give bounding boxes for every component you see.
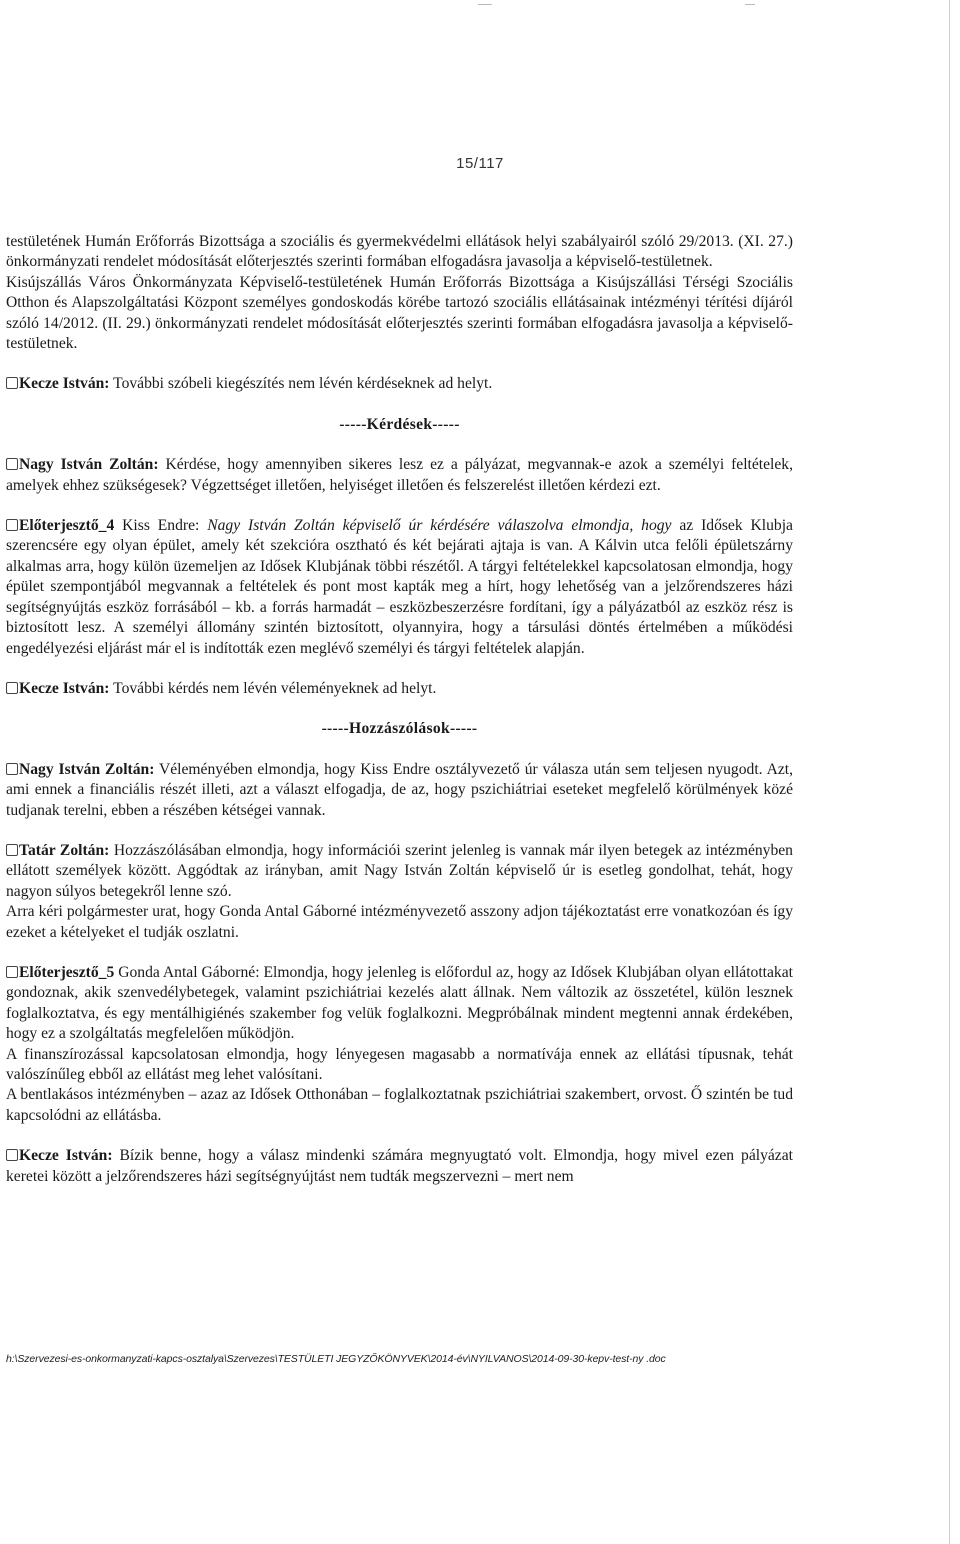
speaker-text: Hozzászólásában elmondja, hogy információi szerint jelenleg is vannak már ilyen betegek az intézményben ellátott személyek között. Aggódtak az irányban, amit Nagy István Zoltán képviselő úr is esetleg gondolhat, tehát, hogy nagyon súlyos betegekről lenne szó. <box>6 841 793 900</box>
checkbox-marker-icon <box>6 682 18 694</box>
speaker-paragraph <box>6 1146 793 1187</box>
checkbox-marker-icon <box>6 519 18 531</box>
scan-mark <box>745 4 755 5</box>
page-number: 15/117 <box>456 155 504 172</box>
checkbox-marker-icon <box>6 844 18 856</box>
paragraph: Kisújszállás Város Önkormányzata Képviselő-testületének Humán Erőforrás Bizottsága a Kisújszállási Térségi Szociális Otthon és Alapszolgáltatási Központ személyes gondoskodás körébe tartozó szociális ellátásainak intézményi térítési díjáról szóló 14/2012. (II. 29.) önkormányzati rendelet módosítását előterjesztés szerinti formában elfogadásra javasolja a képviselő-testületnek. <box>6 273 793 353</box>
checkbox-marker-icon <box>6 966 18 978</box>
speaker-name: Kecze István: <box>19 1147 113 1165</box>
paragraph: testületének Humán Erőforrás Bizottsága a szociális és gyermekvédelmi ellátások helyi szabályairól szóló 29/2013. (XI. 27.) önkormányzati rendelet módosítását előterjesztés szerinti formában elfogadásra javasolja a képviselő-testületnek. <box>6 233 793 271</box>
speaker-name: Kecze István: <box>19 679 110 697</box>
speaker-text: Gonda Antal Gáborné: Elmondja, hogy jelenleg is előfordul az, hogy az Idősek Klubjában olyan ellátottakat gondoznak, akik szenvedélybetegek, valamint pszichiátriai kezelés alatt állnak. Nem változik az összetétel, külön lesznek foglalkoztatva, és egy mentálhigiénés szakember fog velük foglalkozni. Megpróbálnak mindent megtenni annak érdekében, hogy ez a szolgáltatás megfelelően működjön. <box>6 963 793 1043</box>
checkbox-marker-icon <box>6 458 18 470</box>
checkbox-marker-icon <box>6 377 18 389</box>
speaker-text: Bízik benne, hogy a válasz mindenki számára megnyugtató volt. Elmondja, hogy mivel ezen pályázat keretei között a jelzőrendszeres házi segítségnyújtást nem tudták megszervezni – mert nem <box>6 1147 793 1185</box>
speaker-name: Előterjesztő_5 <box>19 963 115 981</box>
right-margin-line <box>949 0 950 1544</box>
paragraph: Arra kéri polgármester urat, hogy Gonda Antal Gáborné intézményvezető asszony adjon tájékoztatást erre vonatkozóan és így ezeket a kételyeket el tudják oszlatni. <box>6 903 793 941</box>
speaker-text: További kérdés nem lévén véleményeknek ad helyt. <box>109 679 437 697</box>
speaker-name: Nagy István Zoltán: <box>19 760 155 778</box>
speaker-subname: Kiss Endre: <box>114 517 208 535</box>
section-heading-comments: -----Hozzászólások----- <box>321 720 478 738</box>
checkbox-marker-icon <box>6 1149 18 1161</box>
checkbox-marker-icon <box>6 763 18 775</box>
speaker-name: Tatár Zoltán: <box>19 841 110 859</box>
scan-mark <box>478 4 492 5</box>
speaker-text: Kérdése, hogy amennyiben sikeres lesz ez a pályázat, megvannak-e azok a személyi feltételek, amelyek ehhez szükségesek? Végzettséget illetően, helyiséget illetően és felszerelést illetően kérdezi ezt. <box>6 456 793 494</box>
speaker-text: További szóbeli kiegészítés nem lévén kérdéseknek ad helyt. <box>109 375 493 393</box>
speaker-name: Nagy István Zoltán: <box>19 456 159 474</box>
speaker-paragraph <box>6 963 793 1045</box>
speaker-text: Véleményében elmondja, hogy Kiss Endre osztályvezető úr válasza után sem teljesen nyugodt. Azt, ami ennek a financiális részét illeti, azt a választ elfogadja, de az, hogy pszichiátriai eseteket megfelelő körülmények közé tudjanak terelni, ebben a részében kétségei vannak. <box>6 760 793 819</box>
document-body <box>6 232 793 1187</box>
speaker-paragraph <box>6 679 793 699</box>
paragraph: A finanszírozással kapcsolatosan elmondja, hogy lényegesen magasabb a normatívája ennek az ellátási típusnak, tehát valószínűleg ebből az ellátást meg lehet valósítani. <box>6 1045 793 1083</box>
speaker-italic-text: Nagy István Zoltán képviselő úr kérdésére válaszolva elmondja, hogy <box>207 517 672 535</box>
footer-file-path: h:\Szervezesi-es-onkormanyzati-kapcs-osztalya\Szervezes\TESTÜLETI JEGYZŐKÖNYVEK\2014-év\NYILVANOS\2014-09-30-kepv-test-ny .doc <box>6 1353 666 1365</box>
speaker-paragraph <box>6 374 793 394</box>
section-heading-questions: -----Kérdések----- <box>339 415 460 433</box>
speaker-paragraph <box>6 455 793 496</box>
speaker-name: Előterjesztő_4 <box>19 517 115 535</box>
speaker-paragraph <box>6 841 793 902</box>
speaker-paragraph <box>6 516 793 659</box>
paragraph: A bentlakásos intézményben – azaz az Idősek Otthonában – foglalkoztatnak pszichiátriai szakembert, orvost. Ő szintén be tud kapcsolódni az ellátásba. <box>6 1086 793 1124</box>
speaker-text: az Idősek Klubja szerencsére egy olyan épület, amely két szekcióra osztható és két bejárati ajtaja is van. A Kálvin utca felőli épületszárny alkalmas arra, hogy külön üzemeljen az Idősek Klubjának többi részétől. A tárgyi feltételekkel kapcsolatosan elmondja, hogy épület szempontjából megvannak a feltételek és pont most kapták meg a hírt, hogy lehetőség van a jelzőrendszeres házi segítségnyújtás eszköz forrásából – kb. a forrás harmadát – eszközbeszerzésre fordítani, így a pályázatból az eszköz rész is biztosított lesz. A személyi állomány szintén biztosított, olyannyira, hogy a társulási döntés értelmében a működési engedélyezési eljárást már el is indították ezen meglévő személyi és tárgyi feltételek alapján. <box>6 517 793 657</box>
speaker-name: Kecze István: <box>19 375 110 393</box>
speaker-paragraph <box>6 760 793 821</box>
